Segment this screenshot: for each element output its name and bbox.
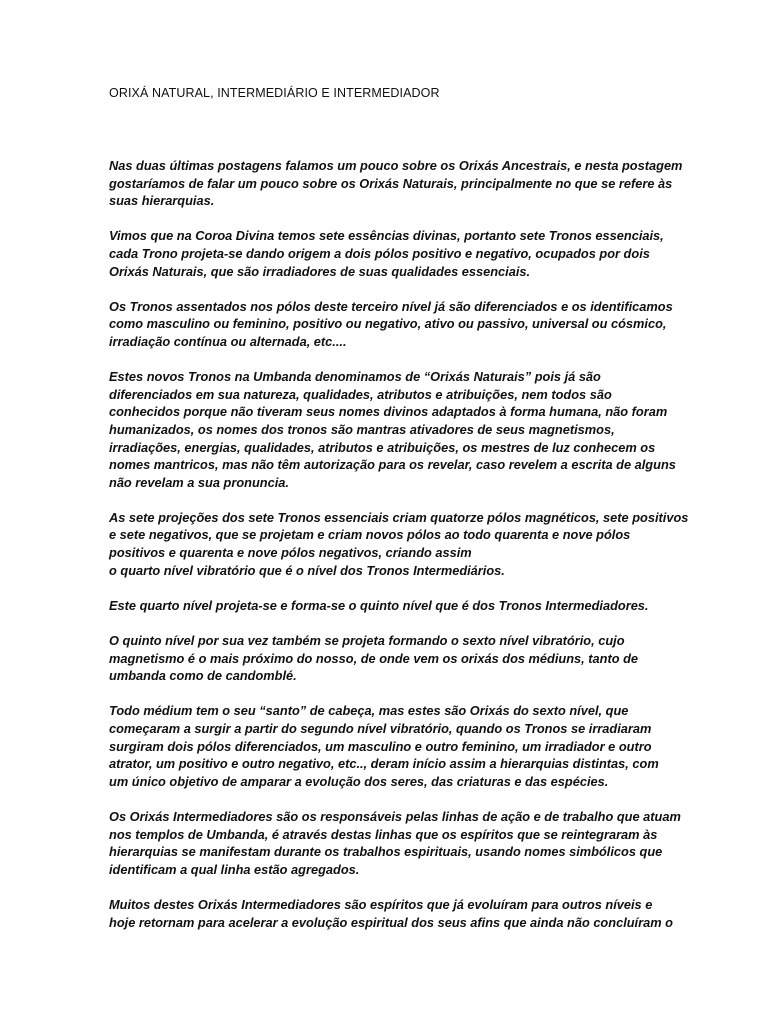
document-title: ORIXÁ NATURAL, INTERMEDIÁRIO E INTERMEDIADOR — [109, 86, 440, 100]
paragraph-4 — [109, 368, 676, 491]
paragraph-2 — [109, 227, 664, 280]
paragraph-9 — [109, 808, 681, 878]
text-line: não revelam a sua pronuncia. — [109, 474, 289, 490]
text-line: magnetismo é o mais próximo do nosso, de onde vem os orixás dos médiuns, tanto de — [109, 650, 639, 666]
text-line: conhecidos porque não tiveram seus nomes divinos adaptados à forma humana, não foram — [109, 404, 668, 420]
paragraph-10 — [109, 896, 673, 931]
text-line: Estes novos Tronos na Umbanda denominamos de “Orixás Naturais” pois já são — [109, 369, 601, 385]
text-line: nomes mantricos, mas não têm autorização para os revelar, caso revelem a escrita de alguns — [109, 457, 676, 473]
text-line: cada Trono projeta-se dando origem a dois pólos positivo e negativo, ocupados por dois — [109, 245, 650, 261]
text-line: Os Tronos assentados nos pólos deste terceiro nível já são diferenciados e os identificamos — [109, 298, 673, 314]
text-line: irradiação contínua ou alternada, etc.... — [109, 333, 347, 349]
text-line: nos templos de Umbanda, é através destas linhas que os espíritos que se reintegraram às — [109, 826, 658, 842]
paragraph-7 — [109, 632, 661, 685]
text-line: identificam a qual linha estão agregados. — [109, 861, 360, 877]
text-line: surgiram dois pólos diferenciados, um masculino e outro feminino, um irradiador e outro — [109, 738, 652, 754]
text-line: positivos e quarenta e nove pólos negativos, criando assim — [109, 545, 472, 561]
text-line: suas hierarquias. — [109, 193, 215, 209]
text-line: Este quarto nível projeta-se e forma-se o quinto nível que é dos Tronos Intermediadores. — [109, 597, 649, 613]
text-line: Orixás Naturais, que são irradiadores de suas qualidades essenciais. — [109, 263, 531, 279]
text-line: gostaríamos de falar um pouco sobre os Orixás Naturais, principalmente no que se refere às — [109, 175, 673, 191]
paragraph-3 — [109, 298, 673, 351]
text-line: diferenciados em sua natureza, qualidades, atributos e atribuições, nem todos são — [109, 386, 612, 402]
text-line: Vimos que na Coroa Divina temos sete essências divinas, portanto sete Tronos essenciais, — [109, 228, 664, 244]
text-line: Nas duas últimas postagens falamos um pouco sobre os Orixás Ancestrais, e nesta postagem — [109, 158, 683, 173]
paragraph-8 — [109, 702, 661, 790]
text-line: hoje retornam para acelerar a evolução espiritual dos seus afins que ainda não concluíram o — [109, 914, 673, 930]
text-line: e sete negativos, que se projetam e criam novos pólos ao todo quarenta e nove pólos — [109, 527, 631, 543]
text-line: um único objetivo de amparar a evolução dos seres, das criaturas e das espécies. — [109, 773, 609, 789]
text-line: começaram a surgir a partir do segundo nível vibratório, quando os Tronos se irradiaram — [109, 721, 652, 736]
text-line: hierarquias se manifestam durante os trabalhos espirituais, usando nomes simbólicos que — [109, 844, 663, 860]
paragraph-1 — [109, 157, 683, 210]
text-line: irradiações, energias, qualidades, atributos e atribuições, os mestres de luz conhecem os — [109, 439, 656, 455]
text-line: humanizados, os nomes dos tronos são mantras ativadores de seus magnetismos, — [109, 421, 615, 437]
text-line: o quarto nível vibratório que é o nível dos Tronos Intermediários. — [109, 562, 505, 578]
text-line: atrator, um positivo e outro negativo, etc.., deram início assim a hierarquias distintas, com — [109, 756, 659, 772]
text-line: Todo médium tem o seu “santo” de cabeça, mas estes são Orixás do sexto nível, que — [109, 703, 629, 719]
text-line: Muitos destes Orixás Intermediadores são espíritos que já evoluíram para outros níveis e — [109, 896, 653, 912]
text-line: umbanda como de candomblé. — [109, 668, 297, 684]
text-line: como masculino ou feminino, positivo ou negativo, ativo ou passivo, universal ou cósmico, — [109, 316, 667, 332]
text-line: Os Orixás Intermediadores são os responsáveis pelas linhas de ação e de trabalho que atuam — [109, 808, 681, 824]
document-page — [109, 85, 689, 949]
paragraph-6 — [109, 597, 661, 615]
text-line: As sete projeções dos sete Tronos essenciais criam quatorze pólos magnéticos, sete positivos — [109, 509, 689, 525]
paragraph-5 — [109, 509, 689, 579]
text-line: O quinto nível por sua vez também se projeta formando o sexto nível vibratório, cujo — [109, 633, 625, 649]
